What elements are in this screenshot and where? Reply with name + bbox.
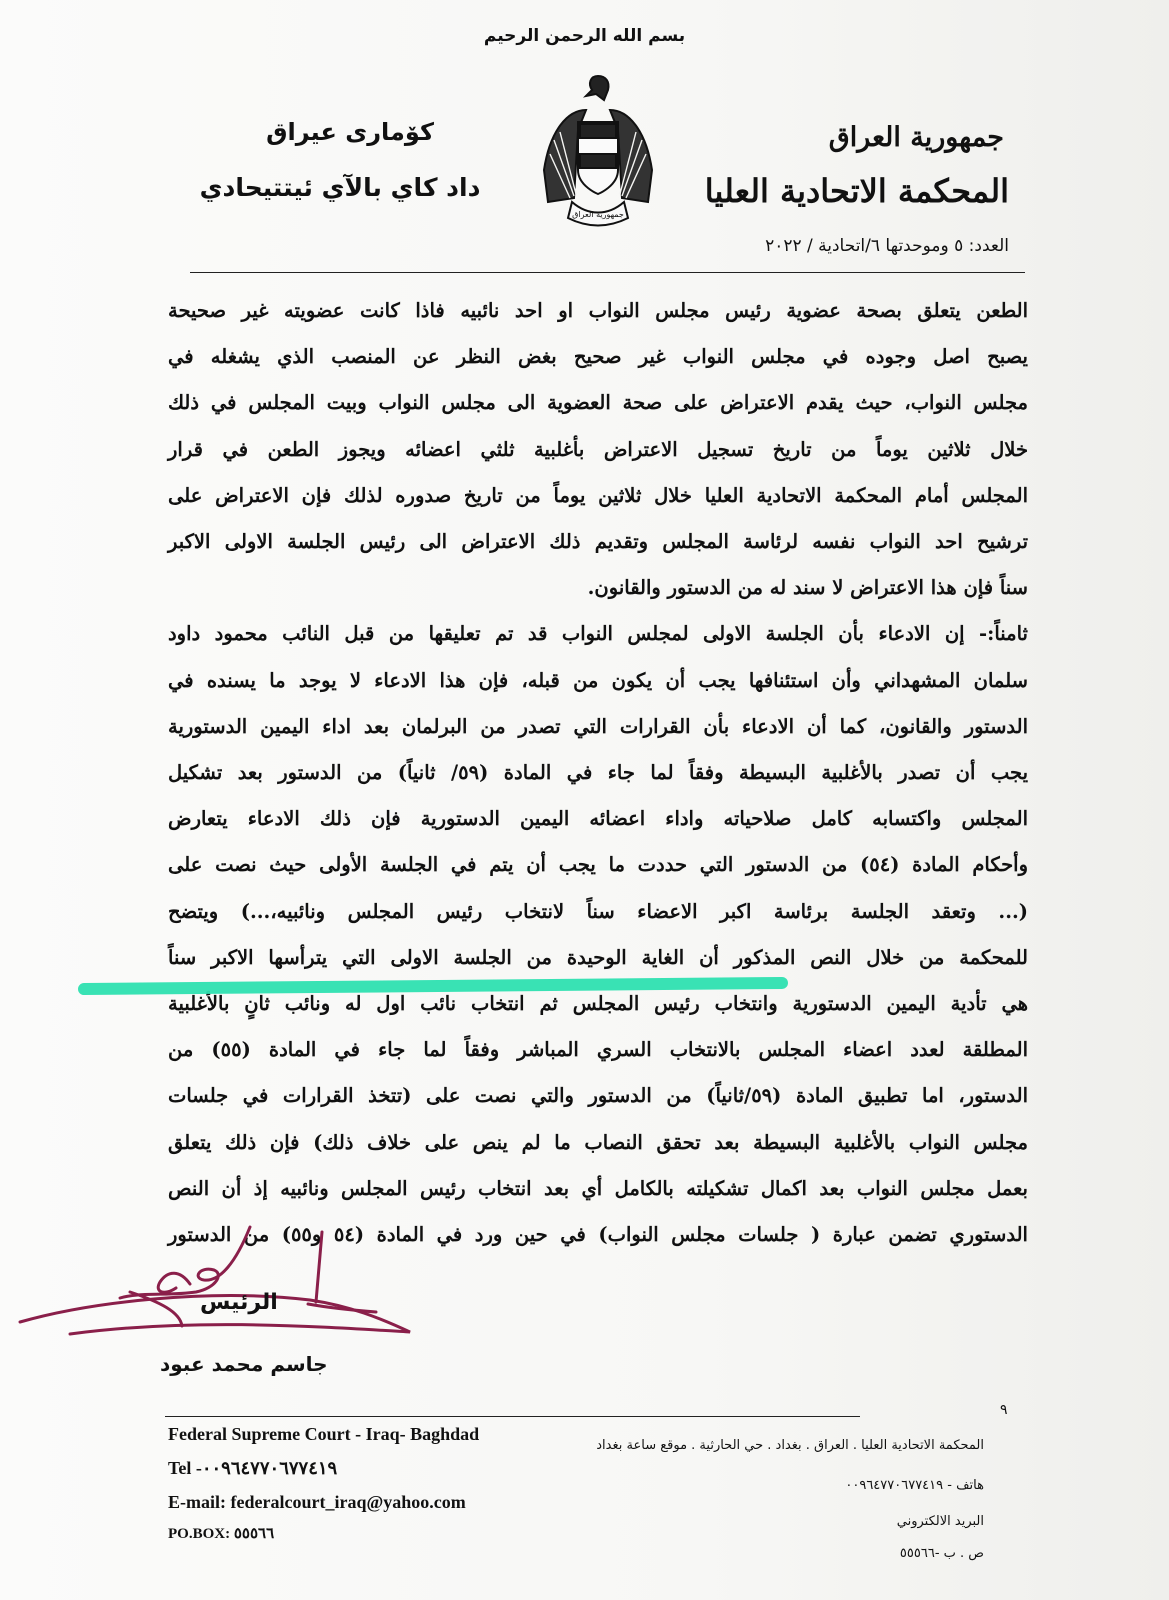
header-court-arabic: المحكمة الاتحادية العليا <box>704 172 1009 210</box>
body-line: للمحكمة من خلال النص المذكور أن الغاية الوحيدة من الجلسة الاولى التي يترأسها الاكبر سناً <box>168 945 1028 969</box>
body-line: بعمل مجلس النواب بعد اكمال تشكيلته بالكامل أي بعد انتخاب رئيس المجلس ونائبيه إذ أن النص <box>168 1176 1028 1200</box>
header-republic-kurdish: كوٚماری عیراق <box>266 118 434 146</box>
page-number: ٩ <box>1000 1402 1008 1418</box>
footer-pobox-english: PO.BOX: ٥٥٥٦٦ <box>168 1526 275 1542</box>
body-line: ترشيح احد النواب نفسه لرئاسة المجلس وتقديم ذلك الاعتراض الى رئيس الجلسة الاولى الاكبر <box>168 530 1028 554</box>
footer-address-arabic: المحكمة الاتحادية العليا . العراق . بغداد . حي الحارثية . موقع ساعة بغداد <box>596 1438 984 1453</box>
signature-name: جاسم محمد عبود <box>160 1352 328 1376</box>
body-line: ثامناً:- إن الادعاء بأن الجلسة الاولى لمجلس النواب قد تم تعليقها من قبل النائب محمود داود <box>168 622 1028 646</box>
body-line: سلمان المشهداني وأن استئنافها يجب أن يكون من قبله، فإن هذا الادعاء لا يوجد ما يسنده في <box>168 668 1028 692</box>
footer-tel-english: Tel -٠٠٩٦٤٧٧٠٦٧٧٤١٩ <box>168 1458 338 1478</box>
signature-title: الرئيس <box>200 1290 278 1315</box>
body-line: هي تأدية اليمين الدستورية وانتخاب رئيس المجلس ثم انتخاب نائب اول له ونائب ثانٍ بالأغلبية <box>168 992 1028 1016</box>
header-court-kurdish: داد كاي بالآي ئيتتيحادي <box>199 173 481 202</box>
footer-email-english: E-mail: federalcourt_iraq@yahoo.com <box>168 1492 466 1512</box>
footer-phone-arabic: هاتف - ٠٠٩٦٤٧٧٠٦٧٧٤١٩ <box>845 1478 984 1493</box>
footer-divider <box>165 1416 860 1417</box>
body-line: وأحكام المادة (٥٤) من الدستور التي حددت ما يجب أن يتم في الجلسة الأولى حيث نصت على <box>168 853 1029 877</box>
header-republic-arabic: جمهورية العراق <box>828 122 1004 153</box>
body-line: يصبح اصل وجوده في مجلس النواب غير صحيح بغض النظر عن المنصب الذي يشغله في <box>168 345 1028 369</box>
ruling-body-text <box>168 288 1028 1258</box>
coat-of-arms-icon <box>538 70 658 228</box>
reference-number: العدد: ٥ وموحدتها ٦/اتحادية / ٢٠٢٢ <box>765 236 1009 256</box>
body-line: مجلس النواب، حيث يقدم الاعتراض على صحة العضوية الى مجلس النواب وبيت المجلس في ذلك <box>168 391 1028 415</box>
bismillah-heading: بسم الله الرحمن الرحيم <box>483 26 686 46</box>
header-divider <box>190 272 1025 273</box>
footer-email-arabic: البريد الالكتروني <box>896 1514 984 1529</box>
body-line: خلال ثلاثين يوماً من تاريخ تسجيل الاعتراض بأغلبية ثلثي اعضائه ويجوز الطعن في قرار <box>168 437 1028 461</box>
body-line: (... وتعقد الجلسة برئاسة اكبر الاعضاء سناً لانتخاب رئيس المجلس ونائبيه،...) ويتضح <box>168 899 1028 923</box>
body-line: المجلس أمام المحكمة الاتحادية العليا خلال ثلاثين يوماً من تاريخ صدوره لذلك فإن الاعتراض على <box>168 483 1028 507</box>
body-line: سناً فإن هذا الاعتراض لا سند له من الدستور والقانون. <box>587 576 1028 600</box>
body-line: يجب أن تصدر بالأغلبية البسيطة وفقاً لما جاء في المادة (٥٩/ ثانياً) من الدستور بعد تشكيل <box>168 761 1029 785</box>
body-line: المجلس واكتسابه كامل صلاحياته واداء اعضائه اليمين الدستورية فإن ذلك الادعاء يتعارض <box>168 807 1028 831</box>
footer-pobox-arabic: ص . ب -٥٥٥٦٦ <box>899 1546 984 1561</box>
body-line: الدستور والقانون، كما أن الادعاء بأن القرارات التي تصدر من البرلمان بعد اداء اليمين الدستورية <box>168 714 1028 738</box>
body-line: المطلقة لعدد اعضاء المجلس بالانتخاب السري المباشر وفقاً لما جاء في المادة (٥٥) من <box>168 1038 1028 1062</box>
body-line: الطعن يتعلق بصحة عضوية رئيس مجلس النواب او احد نائبيه فاذا كانت عضويته غير صحيحة <box>168 299 1028 322</box>
body-line: مجلس النواب بالأغلبية البسيطة بعد تحقق النصاب ما لم ينص على خلاف ذلك) فإن ذلك يتعلق <box>168 1130 1028 1154</box>
svg-text:جمهورية العراق: جمهورية العراق <box>572 210 624 219</box>
body-line: الدستور، اما تطبيق المادة (٥٩/ثانياً) من الدستور والتي نصت على (تتخذ القرارات في جلسات <box>168 1084 1028 1108</box>
body-line: الدستوري تضمن عبارة ( جلسات مجلس النواب) في حين ورد في المادة (٥٤ و٥٥) من الدستور <box>168 1223 1028 1247</box>
footer-court-english: Federal Supreme Court - Iraq- Baghdad <box>168 1424 480 1444</box>
president-signature <box>10 1222 440 1352</box>
